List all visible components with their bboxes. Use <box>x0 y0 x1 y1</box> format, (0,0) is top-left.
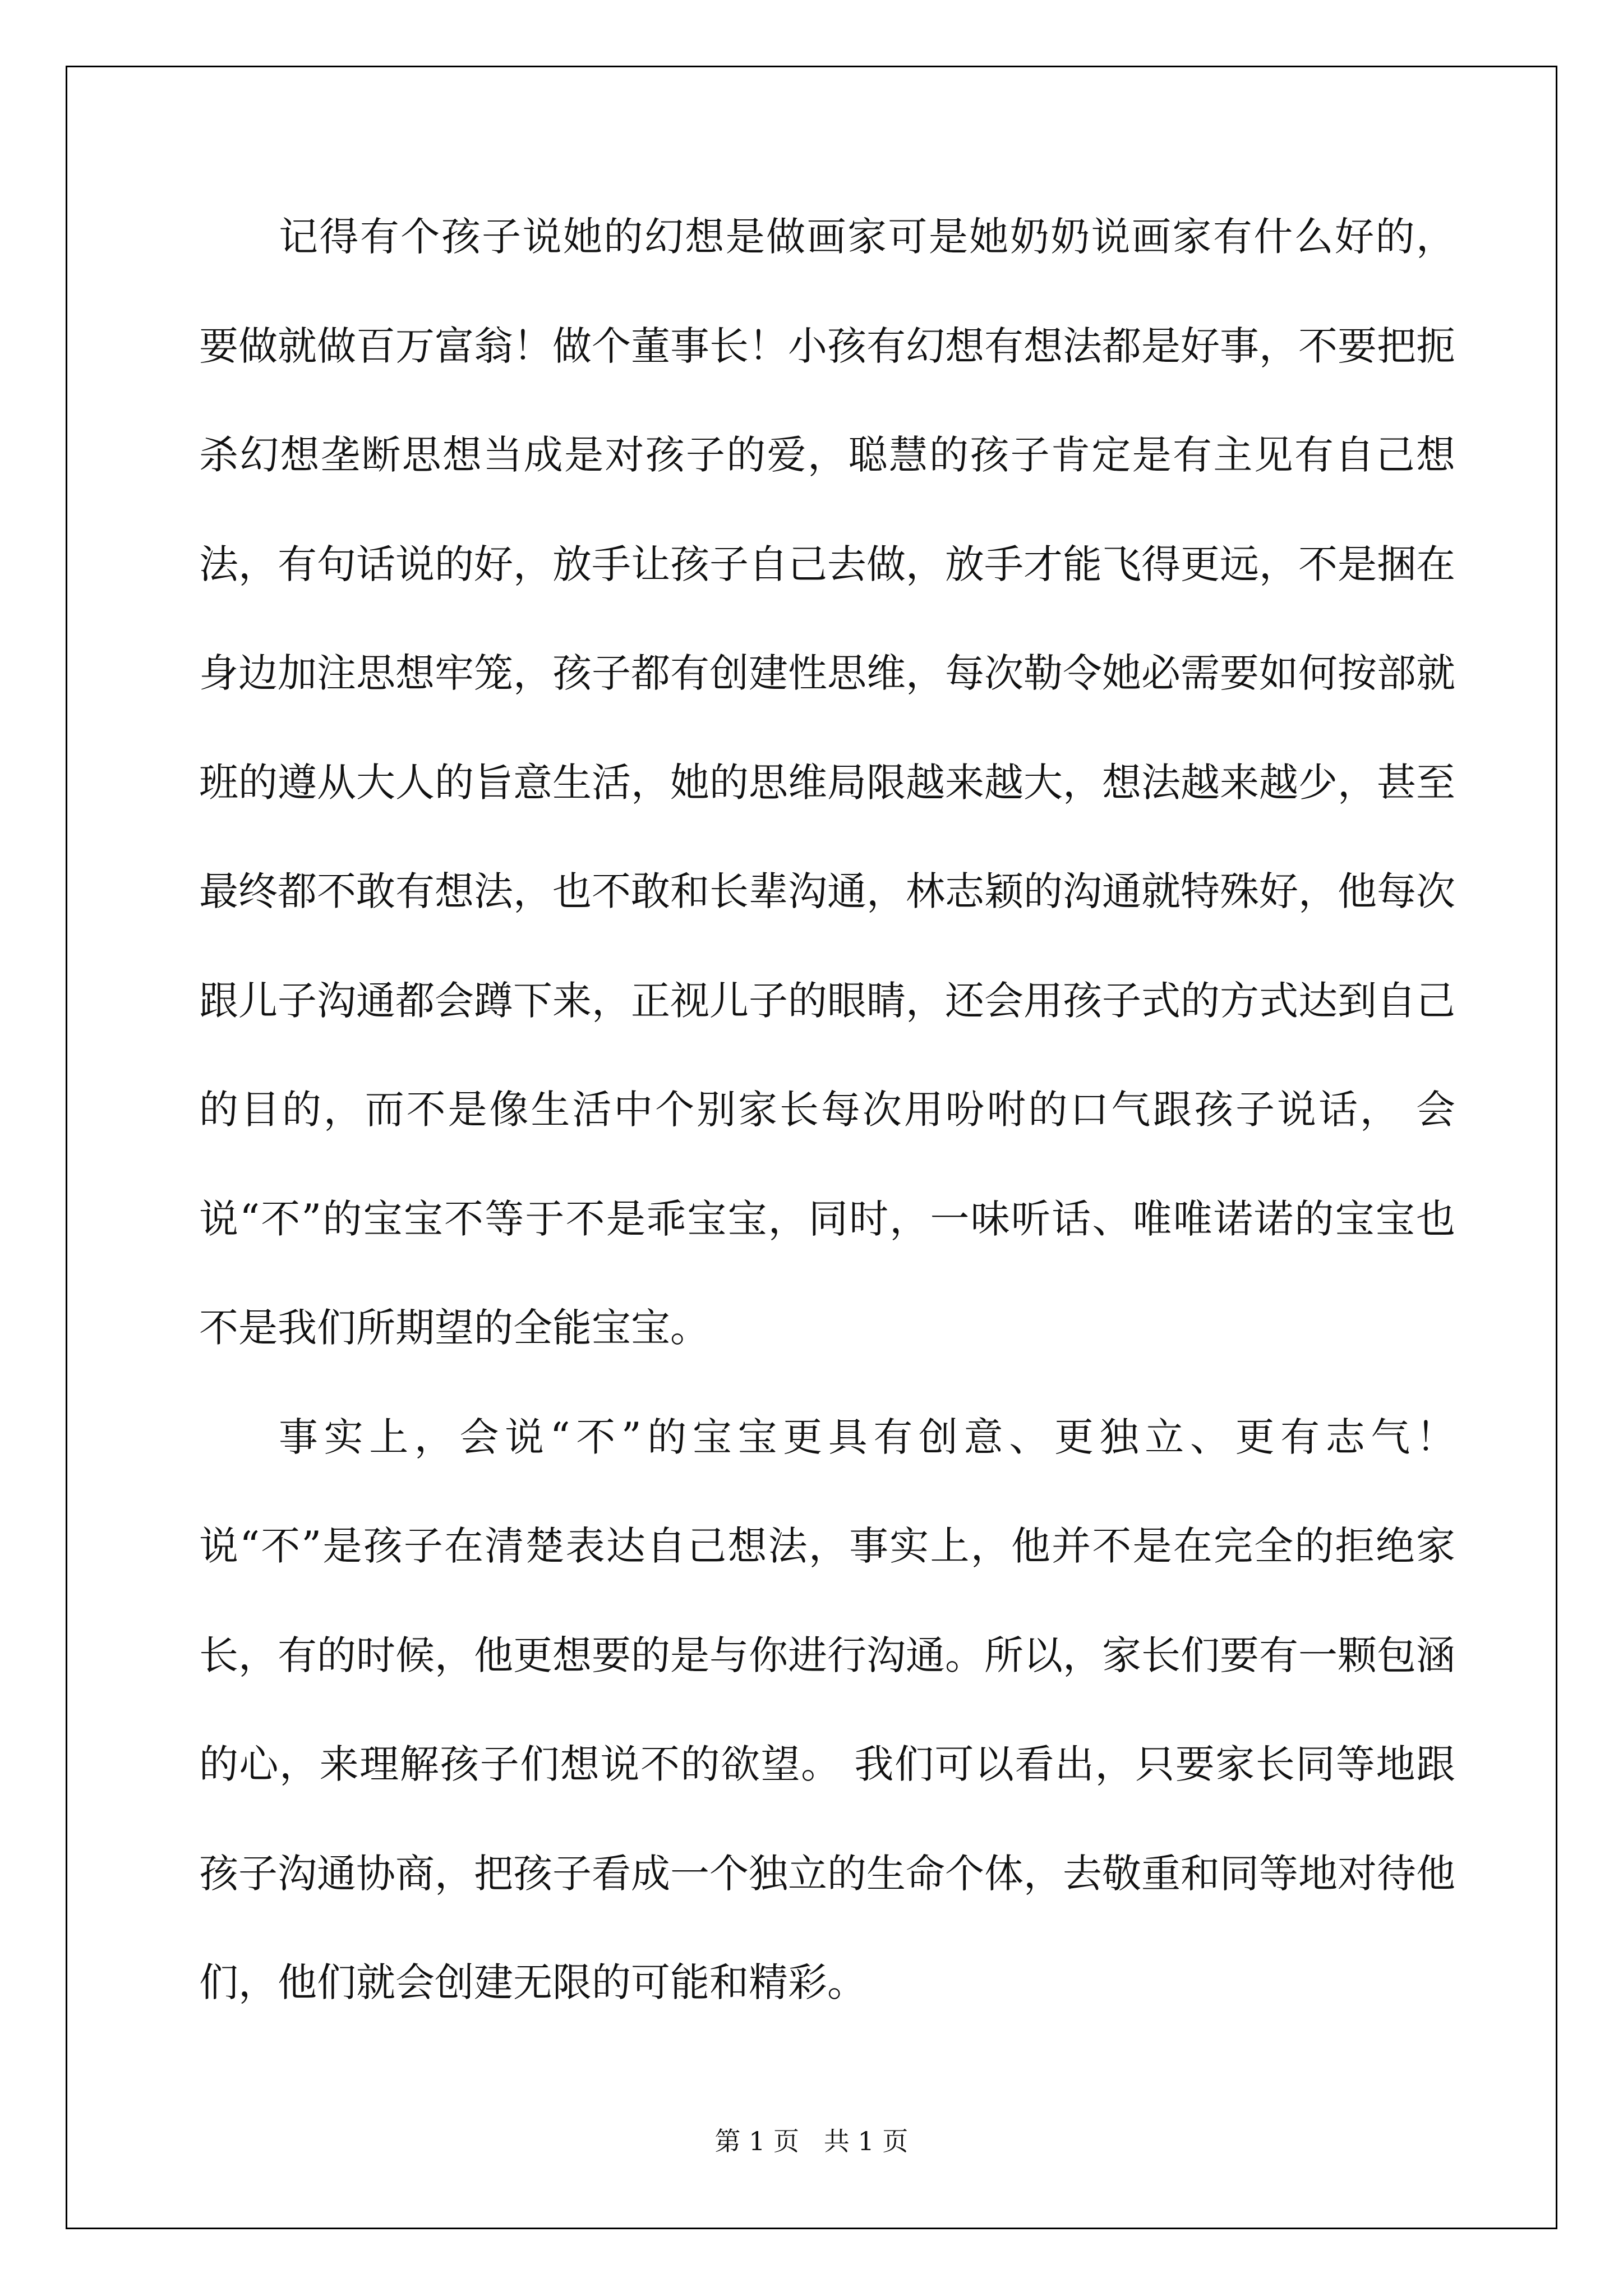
paragraph-2: 事实上，会说“不”的宝宝更具有创意、更独立、更有志气！说“不”是孩子在清楚表达自己想法，事实上，他并不是在完全的拒绝家长，有的时候，他更想要的是与你进行沟通。所以，家长们要有一颗包涵的心，来理解孩子们想说不的欲望。 我们可以看出，只要家长同等地跟孩子沟通协商，把孩子看成一个独立的生命个体，去敬重和同等地对待他们，他们就会创建无限的可能和精彩。 <box>199 1414 1455 2005</box>
document-body <box>199 182 1455 2037</box>
page-number-footer: 第 1 页 共 1 页 <box>714 2126 909 2156</box>
paragraph-1: 记得有个孩子说她的幻想是做画家可是她奶奶说画家有什么好的，要做就做百万富翁！做个董事长！小孩有幻想有想法都是好事，不要把扼杀幻想垄断思想当成是对孩子的爱，聪慧的孩子肯定是有主见有自己想法，有句话说的好，放手让孩子自己去做，放手才能飞得更远，不是捆在身边加注思想牢笼，孩子都有创建性思维，每次勒令她必需要如何按部就班的遵从大人的旨意生活，她的思维局限越来越大，想法越来越少，甚至最终都不敢有想法，也不敢和长辈沟通，林志颖的沟通就特殊好，他每次跟儿子沟通都会蹲下来，正视儿子的眼睛，还会用孩子式的方式达到自己的目的，而不是像生活中个别家长每次用吩咐的口气跟孩子说话， 会说“不”的宝宝不等于不是乖宝宝，同时，一味听话、唯唯诺诺的宝宝也不是我们所期望的全能宝宝。 <box>199 214 1455 1351</box>
